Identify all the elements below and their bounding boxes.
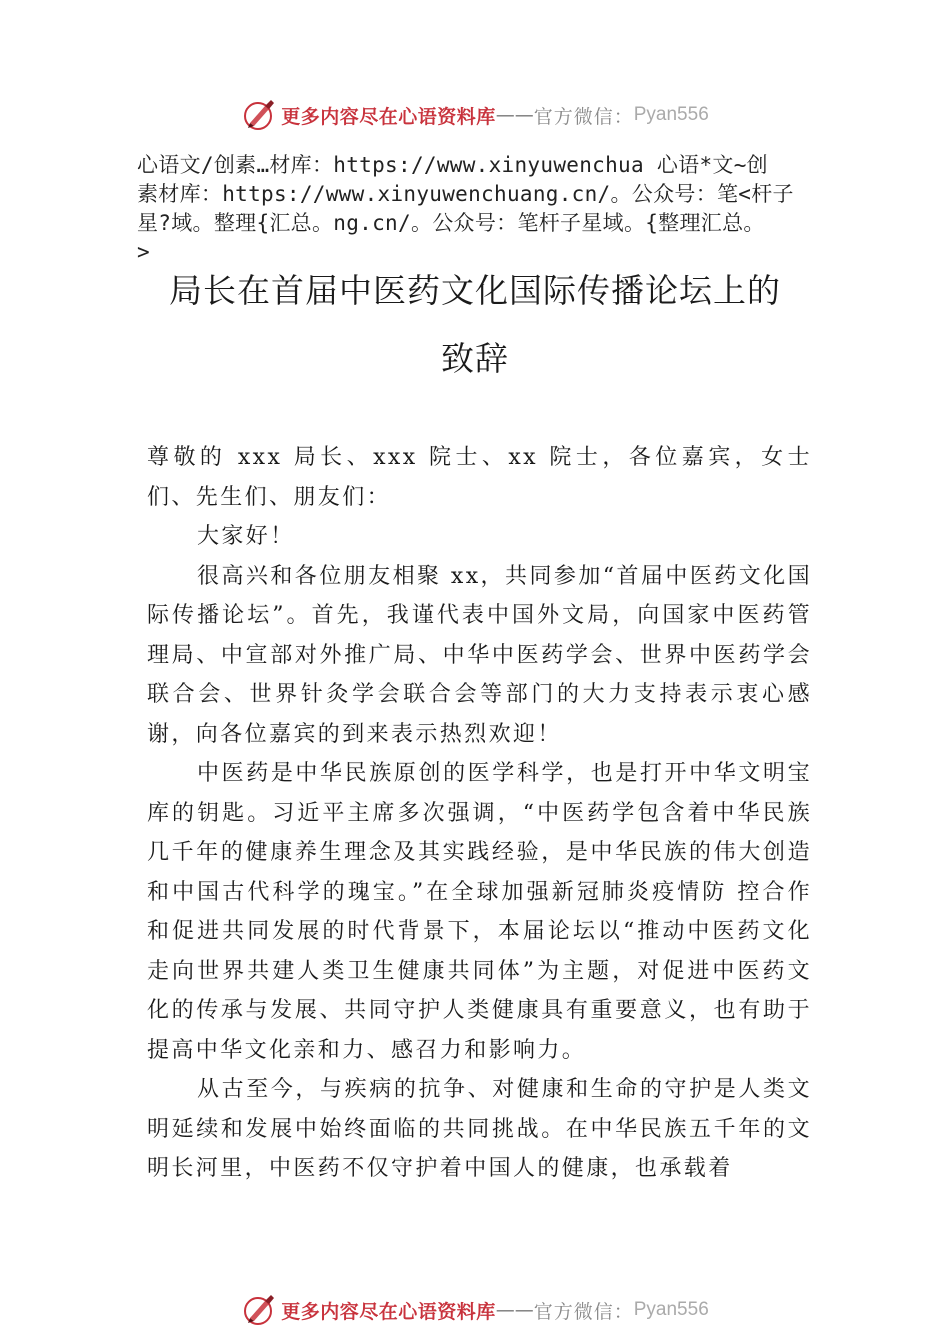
pen-logo-icon <box>241 97 277 133</box>
banner-red-text: 更多内容尽在心语资料库 <box>281 1300 496 1323</box>
banner-dash: —— <box>495 104 534 126</box>
header-line: 星?域。整理{汇总。ng.cn/。公众号：笔杆子星域。{整理汇总。 <box>137 211 765 235</box>
salutation: 尊敬的 xxx 局长、xxx 院士、xx 院士，各位嘉宾，女士们、先生们、朋友们： <box>147 445 812 510</box>
source-header <box>137 151 857 267</box>
header-line: 心语文/创素…材库：https://www.xinyuwenchua 心语*文~创 <box>137 153 768 177</box>
header-line: > <box>137 240 150 264</box>
banner-account: Pyan556 <box>633 1299 709 1320</box>
banner-dash: —— <box>495 1299 534 1321</box>
top-watermark-banner <box>0 95 950 135</box>
paragraph-2: 中医药是中华民族原创的医学科学，也是打开中华文明宝库的钥匙。习近平主席多次强调，“中医药学包含着中华民族几千年的健康养生理念及其实践经验，是中华民族的伟大创造和中国古代科学的瑰宝。”在全球加强新冠肺炎疫情防 控合作和促进共同发展的时代背景下，本届论坛以“推动中医药文化走向世界共建人类卫生健康共同体”为主题，对促进中医药文化的传承与发展、共同守护人类健康具有重要意义，也有助于提高中华文化亲和力、感召力和影响力。 <box>147 761 812 1063</box>
document-title-line-1: 局长在首届中医药文化国际传播论坛上的 <box>169 271 781 310</box>
banner-wechat-label: 官方微信： <box>533 105 634 128</box>
paragraph-1: 很高兴和各位朋友相聚 xx，共同参加“首届中医药文化国际传播论坛”。首先，我谨代表中国外文局，向国家中医药管理局、中宣部对外推广局、中华中医药学会、世界中医药学会联合会、世界针灸学会联合会等部门的大力支持表示衷心感谢，向各位嘉宾的到来表示热烈欢迎！ <box>147 563 812 747</box>
paragraph-3: 从古至今，与疾病的抗争、对健康和生命的守护是人类文明延续和发展中始终面临的共同挑战。在中华民族五千年的文明长河里，中医药不仅守护着中国人的健康，也承载着 <box>147 1077 812 1181</box>
banner-wechat-label: 官方微信： <box>533 1300 634 1323</box>
speech-body <box>147 438 812 1189</box>
banner-account: Pyan556 <box>633 104 709 125</box>
header-line: 素材库：https://www.xinyuwenchuang.cn/。公众号：笔<杆子 <box>137 182 794 206</box>
pen-logo-icon <box>241 1292 277 1328</box>
bottom-watermark-banner <box>0 1290 950 1330</box>
document-title-line-2: 致辞 <box>441 339 509 378</box>
greeting: 大家好！ <box>197 524 295 549</box>
banner-red-text: 更多内容尽在心语资料库 <box>281 105 496 128</box>
